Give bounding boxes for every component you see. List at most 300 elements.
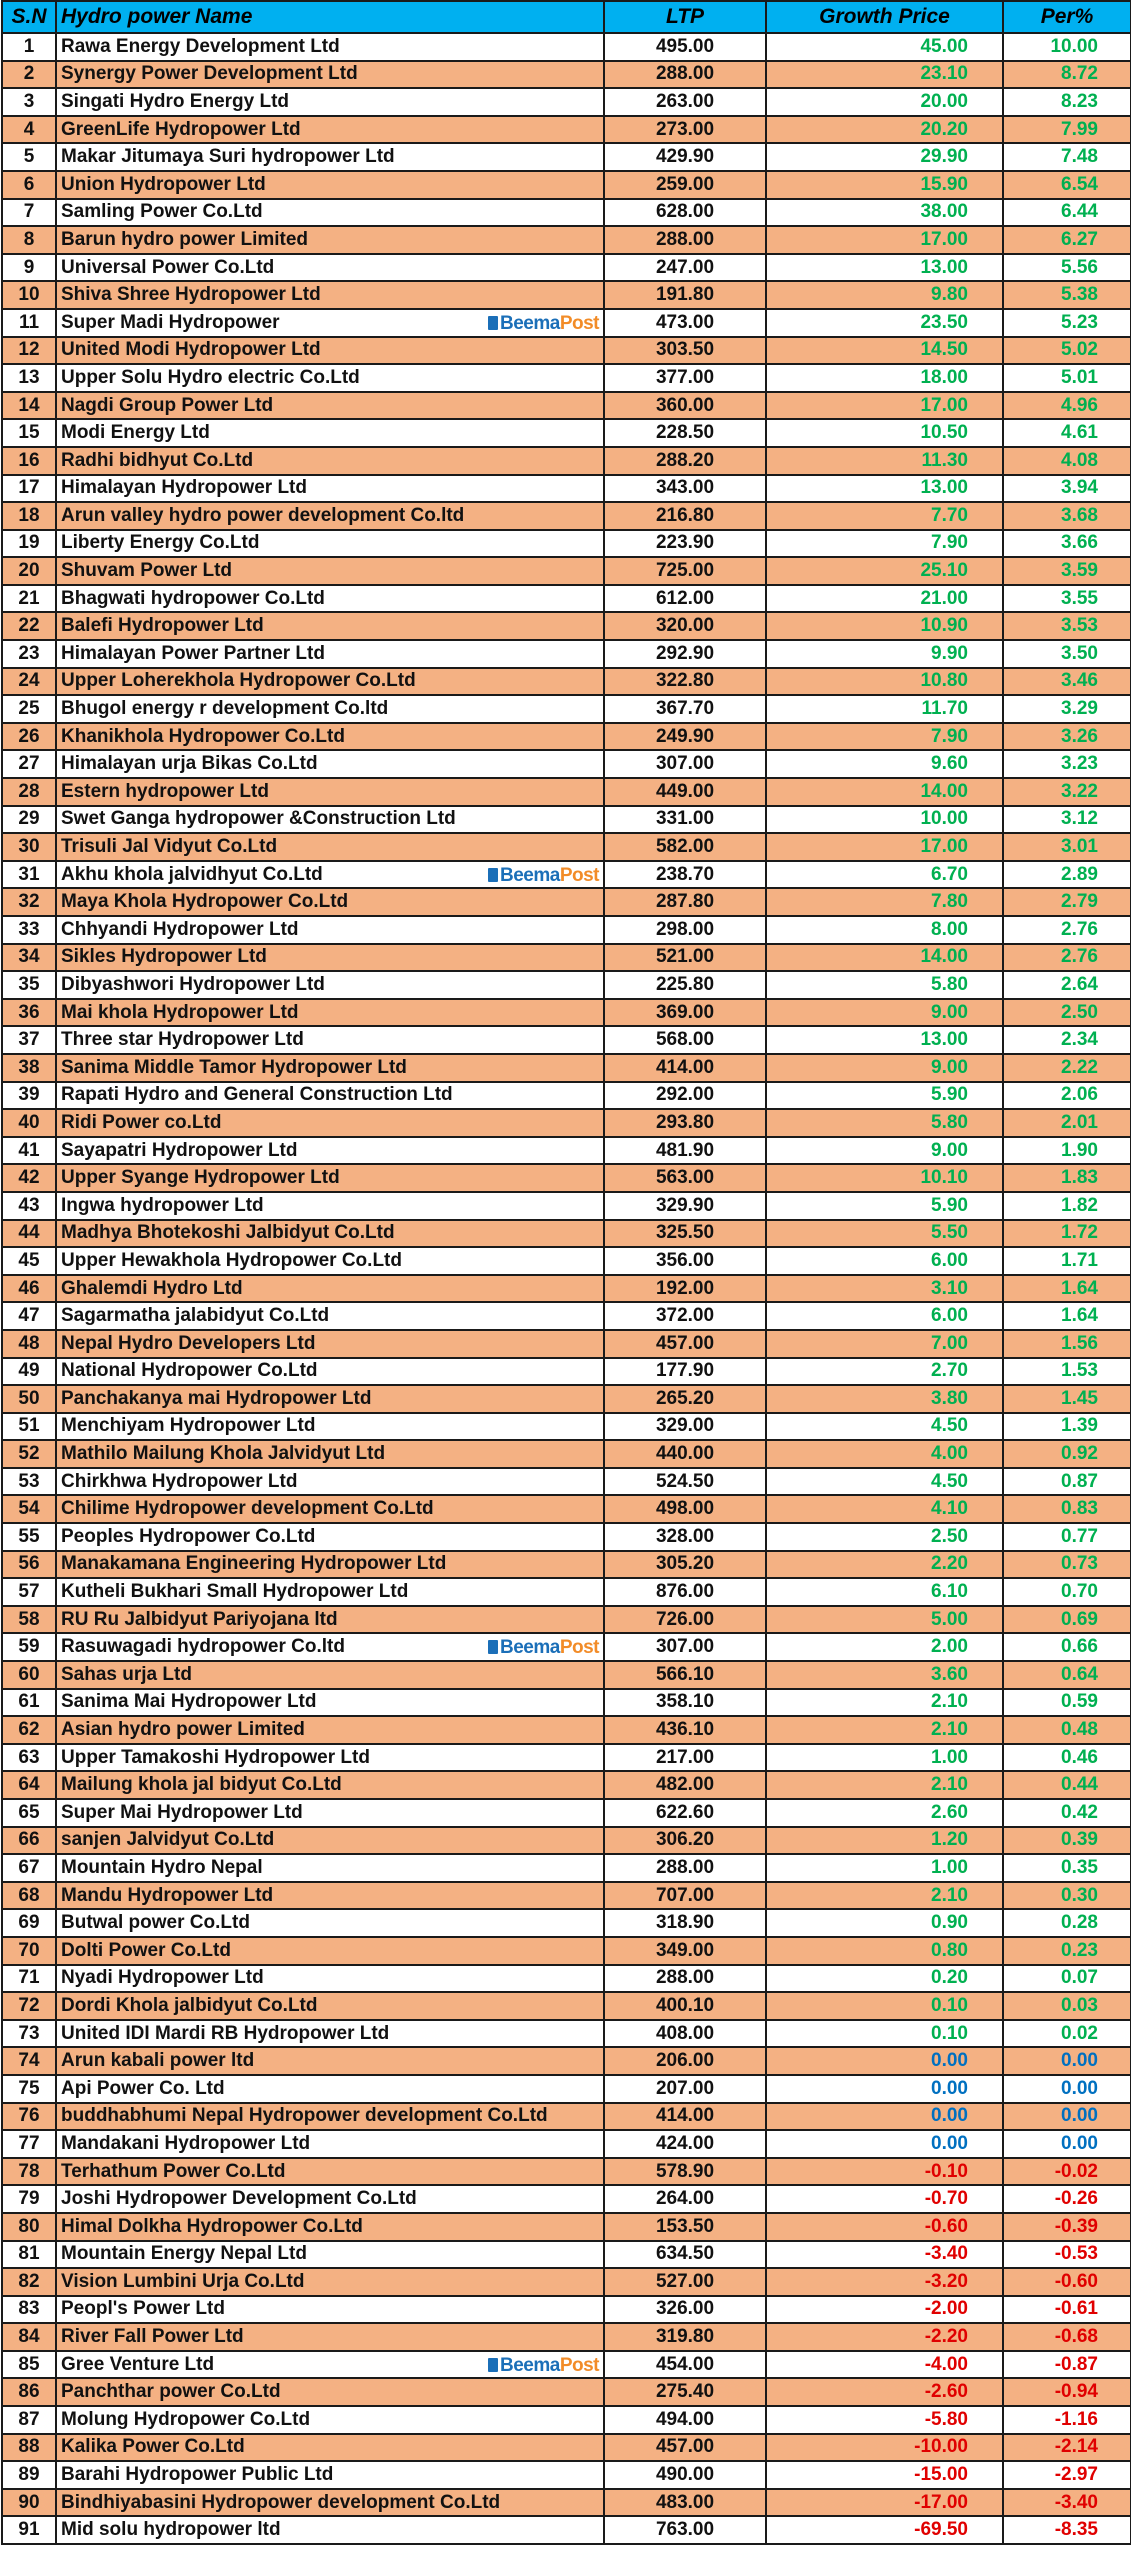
beemapost-logo-icon [488, 2358, 498, 2372]
table-row [2, 281, 1131, 309]
company-name: Himalayan Power Partner Ltd [61, 642, 325, 664]
table-row [2, 944, 1131, 972]
cell-growth: 17.00 [766, 392, 1003, 420]
cell-ltp: 457.00 [604, 2434, 766, 2462]
cell-sn: 8 [2, 226, 56, 254]
cell-per: 3.59 [1003, 557, 1131, 585]
table-row [2, 530, 1131, 558]
cell-per: 3.94 [1003, 475, 1131, 503]
cell-per: 3.53 [1003, 612, 1131, 640]
cell-per: 0.00 [1003, 2047, 1131, 2075]
cell-per: 3.01 [1003, 833, 1131, 861]
cell-name [56, 1661, 604, 1689]
table-row [2, 1771, 1131, 1799]
cell-sn: 80 [2, 2213, 56, 2241]
cell-sn: 47 [2, 1302, 56, 1330]
cell-ltp: 319.80 [604, 2323, 766, 2351]
cell-per: 0.46 [1003, 1744, 1131, 1772]
table-row [2, 1192, 1131, 1220]
cell-per: 0.00 [1003, 2130, 1131, 2158]
table-row [2, 337, 1131, 365]
cell-sn: 6 [2, 171, 56, 199]
cell-ltp: 449.00 [604, 778, 766, 806]
cell-sn: 53 [2, 1468, 56, 1496]
cell-growth: 1.20 [766, 1827, 1003, 1855]
cell-name [56, 861, 604, 889]
cell-per: 2.22 [1003, 1054, 1131, 1082]
cell-sn: 4 [2, 116, 56, 144]
company-name: Balefi Hydropower Ltd [61, 615, 264, 637]
company-name: Mai khola Hydropower Ltd [61, 1001, 299, 1023]
cell-ltp: 288.00 [604, 226, 766, 254]
cell-growth: 5.90 [766, 1082, 1003, 1110]
company-name: Ridi Power co.Ltd [61, 1111, 222, 1133]
cell-ltp: 369.00 [604, 999, 766, 1027]
cell-per: 0.30 [1003, 1882, 1131, 1910]
cell-per: 8.23 [1003, 88, 1131, 116]
cell-sn: 57 [2, 1578, 56, 1606]
table-row [2, 1302, 1131, 1330]
company-name: Three star Hydropower Ltd [61, 1029, 304, 1051]
table-body [2, 33, 1131, 2544]
cell-per: 7.48 [1003, 143, 1131, 171]
table-row [2, 1220, 1131, 1248]
company-name: Upper Hewakhola Hydropower Co.Ltd [61, 1249, 402, 1271]
company-name: Arun kabali power ltd [61, 2050, 255, 2072]
cell-ltp: 367.70 [604, 695, 766, 723]
table-row [2, 640, 1131, 668]
table-row [2, 1716, 1131, 1744]
cell-growth: 5.90 [766, 1192, 1003, 1220]
cell-growth: 9.00 [766, 999, 1003, 1027]
company-name: Sayapatri Hydropower Ltd [61, 1139, 298, 1161]
cell-name [56, 143, 604, 171]
company-name: United Modi Hydropower Ltd [61, 339, 321, 361]
cell-name [56, 1882, 604, 1910]
cell-growth: 2.60 [766, 1799, 1003, 1827]
cell-growth: 2.10 [766, 1771, 1003, 1799]
table-row [2, 1854, 1131, 1882]
table-row [2, 419, 1131, 447]
cell-name [56, 281, 604, 309]
cell-ltp: 191.80 [604, 281, 766, 309]
header-growth: Growth Price [766, 1, 1003, 33]
cell-growth: -15.00 [766, 2461, 1003, 2489]
company-name: Sagarmatha jalabidyut Co.Ltd [61, 1305, 330, 1327]
table-row [2, 1358, 1131, 1386]
table-row [2, 88, 1131, 116]
cell-per: 3.26 [1003, 723, 1131, 751]
cell-ltp: 457.00 [604, 1330, 766, 1358]
cell-sn: 85 [2, 2351, 56, 2379]
cell-ltp: 288.20 [604, 447, 766, 475]
cell-name [56, 1799, 604, 1827]
company-name: Bhugol energy r development Co.ltd [61, 698, 389, 720]
cell-name [56, 971, 604, 999]
cell-growth: 10.10 [766, 1164, 1003, 1192]
cell-growth: 4.10 [766, 1495, 1003, 1523]
cell-name [56, 1109, 604, 1137]
cell-sn: 45 [2, 1247, 56, 1275]
cell-per: 0.02 [1003, 2020, 1131, 2048]
cell-name [56, 254, 604, 282]
cell-growth: 13.00 [766, 1026, 1003, 1054]
table-row [2, 33, 1131, 61]
cell-growth: 17.00 [766, 833, 1003, 861]
cell-per: 3.12 [1003, 806, 1131, 834]
company-name: Sikles Hydropower Ltd [61, 946, 267, 968]
cell-ltp: 349.00 [604, 1937, 766, 1965]
cell-per: 0.42 [1003, 1799, 1131, 1827]
table-row [2, 171, 1131, 199]
cell-per: 5.56 [1003, 254, 1131, 282]
cell-name [56, 2406, 604, 2434]
company-name: Bindhiyabasini Hydropower development Co.Ltd [61, 2491, 501, 2513]
table-row [2, 61, 1131, 89]
cell-ltp: 287.80 [604, 888, 766, 916]
company-name: Rasuwagadi hydropower Co.ltd [61, 1636, 345, 1658]
company-name: Khanikhola Hydropower Co.Ltd [61, 725, 345, 747]
table-row [2, 1164, 1131, 1192]
cell-name [56, 640, 604, 668]
cell-sn: 64 [2, 1771, 56, 1799]
cell-sn: 63 [2, 1744, 56, 1772]
table-row [2, 1413, 1131, 1441]
company-name: Asian hydro power Limited [61, 1719, 305, 1741]
cell-ltp: 578.90 [604, 2158, 766, 2186]
cell-sn: 62 [2, 1716, 56, 1744]
cell-sn: 77 [2, 2130, 56, 2158]
table-row [2, 971, 1131, 999]
cell-growth: -0.70 [766, 2185, 1003, 2213]
cell-ltp: 305.20 [604, 1551, 766, 1579]
cell-growth: 2.00 [766, 1633, 1003, 1661]
cell-per: 3.66 [1003, 530, 1131, 558]
cell-growth: 11.70 [766, 695, 1003, 723]
cell-per: 6.54 [1003, 171, 1131, 199]
cell-name [56, 1275, 604, 1303]
cell-ltp: 322.80 [604, 668, 766, 696]
table-row [2, 2158, 1131, 2186]
cell-ltp: 249.90 [604, 723, 766, 751]
table-row [2, 916, 1131, 944]
table-row [2, 999, 1131, 1027]
cell-growth: 3.80 [766, 1385, 1003, 1413]
cell-ltp: 225.80 [604, 971, 766, 999]
table-row [2, 1026, 1131, 1054]
company-name: Singati Hydro Energy Ltd [61, 90, 290, 112]
cell-name [56, 1385, 604, 1413]
cell-per: 1.71 [1003, 1247, 1131, 1275]
company-name: Dolti Power Co.Ltd [61, 1939, 231, 1961]
cell-name [56, 723, 604, 751]
cell-ltp: 329.00 [604, 1413, 766, 1441]
cell-name [56, 1330, 604, 1358]
company-name: United IDI Mardi RB Hydropower Ltd [61, 2022, 390, 2044]
cell-per: 3.23 [1003, 750, 1131, 778]
table-row [2, 502, 1131, 530]
cell-sn: 44 [2, 1220, 56, 1248]
cell-per: -0.39 [1003, 2213, 1131, 2241]
table-row [2, 2296, 1131, 2324]
table-row [2, 2351, 1131, 2379]
cell-per: -0.02 [1003, 2158, 1131, 2186]
cell-growth: 3.60 [766, 1661, 1003, 1689]
cell-growth: 4.00 [766, 1440, 1003, 1468]
cell-per: -0.60 [1003, 2268, 1131, 2296]
company-name: sanjen Jalvidyut Co.Ltd [61, 1829, 275, 1851]
cell-growth: 7.80 [766, 888, 1003, 916]
cell-growth: 14.00 [766, 944, 1003, 972]
cell-sn: 50 [2, 1385, 56, 1413]
company-name: Union Hydropower Ltd [61, 173, 266, 195]
cell-sn: 71 [2, 1965, 56, 1993]
table-row [2, 1937, 1131, 1965]
cell-growth: 1.00 [766, 1854, 1003, 1882]
cell-name [56, 502, 604, 530]
company-name: Panchakanya mai Hydropower Ltd [61, 1387, 372, 1409]
cell-name [56, 944, 604, 972]
cell-name [56, 1606, 604, 1634]
cell-sn: 7 [2, 199, 56, 227]
table-row [2, 1330, 1131, 1358]
cell-growth: 6.70 [766, 861, 1003, 889]
table-row [2, 2516, 1131, 2544]
cell-growth: 0.00 [766, 2075, 1003, 2103]
company-name: River Fall Power Ltd [61, 2326, 244, 2348]
cell-growth: -69.50 [766, 2516, 1003, 2544]
cell-sn: 55 [2, 1523, 56, 1551]
beemapost-logo-icon [488, 1640, 498, 1654]
cell-growth: 29.90 [766, 143, 1003, 171]
table-row [2, 2406, 1131, 2434]
company-name: Nepal Hydro Developers Ltd [61, 1332, 316, 1354]
table-row [2, 2461, 1131, 2489]
cell-sn: 40 [2, 1109, 56, 1137]
beemapost-watermark: BeemaPost [488, 312, 599, 336]
cell-per: 0.39 [1003, 1827, 1131, 1855]
cell-name [56, 1164, 604, 1192]
cell-sn: 30 [2, 833, 56, 861]
cell-per: 5.23 [1003, 309, 1131, 337]
cell-ltp: 521.00 [604, 944, 766, 972]
cell-per: 2.89 [1003, 861, 1131, 889]
cell-sn: 68 [2, 1882, 56, 1910]
cell-ltp: 247.00 [604, 254, 766, 282]
table-row [2, 2075, 1131, 2103]
company-name: Kutheli Bukhari Small Hydropower Ltd [61, 1581, 409, 1603]
cell-ltp: 265.20 [604, 1385, 766, 1413]
cell-ltp: 524.50 [604, 1468, 766, 1496]
cell-per: 3.46 [1003, 668, 1131, 696]
cell-sn: 65 [2, 1799, 56, 1827]
cell-name [56, 2020, 604, 2048]
cell-per: 2.50 [1003, 999, 1131, 1027]
cell-sn: 69 [2, 1909, 56, 1937]
cell-growth: 18.00 [766, 364, 1003, 392]
cell-ltp: 292.90 [604, 640, 766, 668]
cell-sn: 90 [2, 2489, 56, 2517]
table-row [2, 309, 1131, 337]
cell-per: 3.22 [1003, 778, 1131, 806]
table-row [2, 723, 1131, 751]
table-row [2, 2268, 1131, 2296]
cell-sn: 28 [2, 778, 56, 806]
cell-growth: 5.00 [766, 1606, 1003, 1634]
table-row [2, 750, 1131, 778]
company-name: Peoples Hydropower Co.Ltd [61, 1525, 316, 1547]
cell-ltp: 481.90 [604, 1137, 766, 1165]
cell-sn: 59 [2, 1633, 56, 1661]
company-name: Estern hydropower Ltd [61, 780, 269, 802]
table-row [2, 1799, 1131, 1827]
table-row [2, 1606, 1131, 1634]
cell-name [56, 475, 604, 503]
cell-sn: 49 [2, 1358, 56, 1386]
cell-ltp: 192.00 [604, 1275, 766, 1303]
cell-per: 2.01 [1003, 1109, 1131, 1137]
cell-ltp: 206.00 [604, 2047, 766, 2075]
cell-ltp: 495.00 [604, 33, 766, 61]
cell-growth: 7.90 [766, 530, 1003, 558]
table-row [2, 1965, 1131, 1993]
cell-growth: 4.50 [766, 1468, 1003, 1496]
beemapost-watermark: BeemaPost [488, 864, 599, 888]
cell-growth: 0.10 [766, 2020, 1003, 2048]
cell-per: 2.34 [1003, 1026, 1131, 1054]
company-name: Gree Venture Ltd [61, 2353, 215, 2375]
cell-name [56, 33, 604, 61]
cell-per: 0.83 [1003, 1495, 1131, 1523]
table-row [2, 1523, 1131, 1551]
cell-name [56, 1220, 604, 1248]
cell-growth: 10.00 [766, 806, 1003, 834]
cell-ltp: 763.00 [604, 2516, 766, 2544]
cell-ltp: 318.90 [604, 1909, 766, 1937]
table-row [2, 1909, 1131, 1937]
company-name: Barahi Hydropower Public Ltd [61, 2464, 334, 2486]
cell-ltp: 343.00 [604, 475, 766, 503]
cell-name [56, 1909, 604, 1937]
cell-ltp: 494.00 [604, 2406, 766, 2434]
cell-ltp: 582.00 [604, 833, 766, 861]
company-name: Upper Tamakoshi Hydropower Ltd [61, 1746, 370, 1768]
cell-ltp: 153.50 [604, 2213, 766, 2241]
table-row [2, 116, 1131, 144]
cell-name [56, 1716, 604, 1744]
table-row [2, 1578, 1131, 1606]
cell-sn: 46 [2, 1275, 56, 1303]
cell-per: -0.94 [1003, 2378, 1131, 2406]
cell-per: 0.70 [1003, 1578, 1131, 1606]
cell-per: 0.35 [1003, 1854, 1131, 1882]
cell-per: 1.90 [1003, 1137, 1131, 1165]
cell-per: -0.61 [1003, 2296, 1131, 2324]
cell-growth: 7.90 [766, 723, 1003, 751]
cell-per: 6.44 [1003, 199, 1131, 227]
cell-ltp: 414.00 [604, 2103, 766, 2131]
table-row [2, 254, 1131, 282]
cell-sn: 73 [2, 2020, 56, 2048]
cell-sn: 18 [2, 502, 56, 530]
cell-per: 3.50 [1003, 640, 1131, 668]
table-row [2, 364, 1131, 392]
cell-name [56, 392, 604, 420]
cell-name [56, 833, 604, 861]
company-name: GreenLife Hydropower Ltd [61, 118, 301, 140]
cell-per: 0.48 [1003, 1716, 1131, 1744]
beemapost-watermark: BeemaPost [488, 1636, 599, 1660]
company-name: Kalika Power Co.Ltd [61, 2436, 245, 2458]
cell-per: -2.97 [1003, 2461, 1131, 2489]
cell-per: 2.76 [1003, 916, 1131, 944]
cell-per: 2.76 [1003, 944, 1131, 972]
company-name: Peopl's Power Ltd [61, 2298, 225, 2320]
cell-name [56, 1578, 604, 1606]
cell-growth: 9.60 [766, 750, 1003, 778]
cell-ltp: 306.20 [604, 1827, 766, 1855]
cell-sn: 3 [2, 88, 56, 116]
cell-name [56, 2213, 604, 2241]
cell-name [56, 1247, 604, 1275]
cell-per: 0.00 [1003, 2075, 1131, 2103]
cell-name [56, 2323, 604, 2351]
company-name: Super Madi Hydropower [61, 311, 280, 333]
cell-growth: -0.10 [766, 2158, 1003, 2186]
cell-per: 1.56 [1003, 1330, 1131, 1358]
company-name: Terhathum Power Co.Ltd [61, 2160, 286, 2182]
cell-ltp: 275.40 [604, 2378, 766, 2406]
cell-name [56, 888, 604, 916]
table-row [2, 833, 1131, 861]
cell-sn: 33 [2, 916, 56, 944]
company-name: Synergy Power Development Ltd [61, 63, 358, 85]
cell-per: 0.69 [1003, 1606, 1131, 1634]
company-name: Mailung khola jal bidyut Co.Ltd [61, 1774, 342, 1796]
table-row [2, 2213, 1131, 2241]
cell-sn: 5 [2, 143, 56, 171]
cell-growth: 2.10 [766, 1716, 1003, 1744]
company-name: Himalayan Hydropower Ltd [61, 477, 307, 499]
cell-name [56, 1413, 604, 1441]
company-name: Shiva Shree Hydropower Ltd [61, 284, 321, 306]
company-name: Joshi Hydropower Development Co.Ltd [61, 2188, 417, 2210]
cell-sn: 75 [2, 2075, 56, 2103]
table-row [2, 1633, 1131, 1661]
cell-ltp: 377.00 [604, 364, 766, 392]
cell-name [56, 1965, 604, 1993]
cell-ltp: 436.10 [604, 1716, 766, 1744]
company-name: Shuvam Power Ltd [61, 560, 233, 582]
cell-per: 1.45 [1003, 1385, 1131, 1413]
cell-per: 5.01 [1003, 364, 1131, 392]
cell-sn: 34 [2, 944, 56, 972]
company-name: Mountain Energy Nepal Ltd [61, 2243, 307, 2265]
cell-growth: 3.10 [766, 1275, 1003, 1303]
cell-ltp: 482.00 [604, 1771, 766, 1799]
cell-sn: 15 [2, 419, 56, 447]
cell-per: 1.39 [1003, 1413, 1131, 1441]
cell-name [56, 557, 604, 585]
cell-growth: -2.20 [766, 2323, 1003, 2351]
cell-name [56, 1468, 604, 1496]
cell-ltp: 568.00 [604, 1026, 766, 1054]
company-name: Bhagwati hydropower Co.Ltd [61, 587, 325, 609]
cell-sn: 41 [2, 1137, 56, 1165]
cell-per: 7.99 [1003, 116, 1131, 144]
cell-name [56, 1689, 604, 1717]
cell-ltp: 259.00 [604, 171, 766, 199]
